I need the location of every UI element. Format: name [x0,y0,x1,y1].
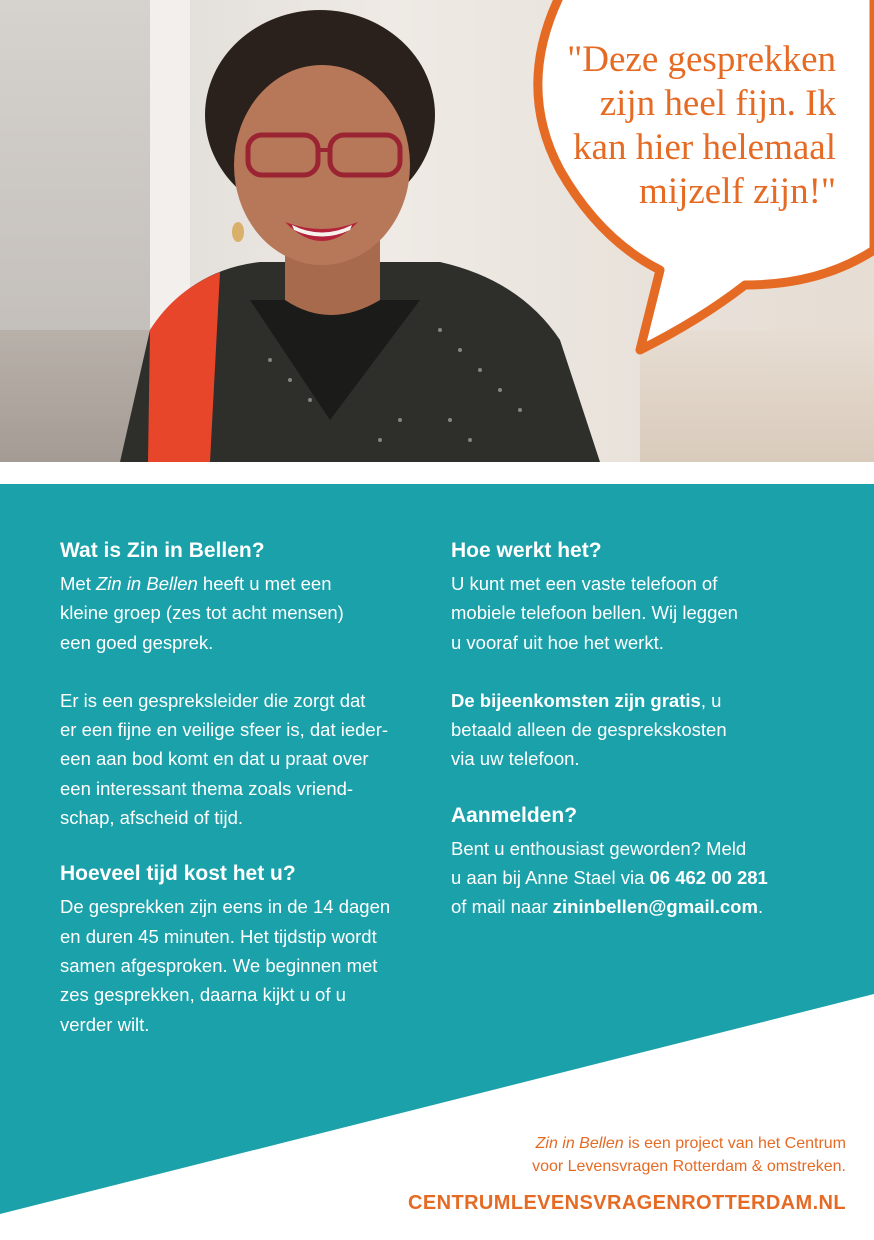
footer-project-line-2: voor Levensvragen Rotterdam & omstreken. [532,1158,846,1175]
leader-paragraph [60,686,432,832]
paragraph-line: via uw telefoon. [451,748,580,770]
paragraph-line: Bent u enthousiast geworden? Meld [451,837,747,859]
testimonial-quote [536,38,836,214]
paragraph-line: De gesprekken zijn eens in de 14 dagen [60,896,391,918]
heading-what-is: Wat is Zin in Bellen? [60,539,265,562]
paragraph-line: u vooraf uit hoe het werkt. [451,631,664,653]
intro-text: Met [60,573,96,594]
quote-line: mijzelf zijn!" [639,171,836,212]
paragraph-line: Er is een gespreksleider die zorgt dat [60,689,366,711]
paragraph-text: . [757,896,764,918]
email-link[interactable]: zininbellen@gmail.com [552,896,758,918]
footer-text: is een project van het Centrum [623,1135,846,1152]
free-paragraph [451,686,831,774]
intro-text: een goed gesprek. [60,631,214,653]
paragraph-text: of mail naar [451,896,553,918]
paragraph-line: mobiele telefoon bellen. Wij leggen [451,602,738,624]
footer-italic-name: Zin in Bellen [535,1135,624,1152]
intro-text: kleine groep (zes tot acht mensen) [60,602,344,624]
signup-paragraph [451,834,831,922]
paragraph-line: er een fijne en veilige sfeer is, dat ieder- [60,719,389,741]
free-highlight: De bijeenkomsten zijn gratis [451,689,701,711]
paragraph-line: en duren 45 minuten. Het tijdstip wordt [60,925,377,947]
quote-line: "Deze gesprekken [567,39,836,80]
paragraph-line: betaald alleen de gesprekskosten [451,719,727,741]
intro-italic-name: Zin in Bellen [95,573,198,594]
paragraph-text: , u [700,689,722,711]
quote-line: kan hier helemaal [573,127,836,168]
paragraph-line: U kunt met een vaste telefoon of [451,573,718,594]
hero-photo [0,0,874,462]
paragraph-line: een aan bod komt en dat u praat over [60,748,369,770]
paragraph-line: schap, afscheid of tijd. [60,807,244,829]
time-paragraph [60,892,432,1038]
paragraph-line: een interessant thema zoals vriend- [60,777,354,799]
heading-time-cost: Hoeveel tijd kost het u? [60,862,296,886]
footer [408,1132,846,1215]
intro-text: heeft u met een [197,573,332,594]
left-column [60,536,432,1039]
intro-paragraph [60,569,432,657]
footer-project-line [408,1132,846,1155]
website-link[interactable]: CENTRUMLEVENSVRAGENROTTERDAM.NL [408,1192,846,1214]
paragraph-line: zes gesprekken, daarna kijkt u of u [60,984,346,1006]
paragraph-line: verder wilt. [60,1013,150,1035]
how-paragraph [451,569,831,657]
paragraph-line: samen afgesproken. We beginnen met [60,954,378,976]
paragraph-text: u aan bij Anne Stael via [451,867,650,889]
right-column [451,536,831,922]
heading-sign-up: Aanmelden? [451,803,578,827]
phone-number[interactable]: 06 462 00 281 [649,867,768,889]
quote-line: zijn heel fijn. Ik [599,83,836,124]
heading-how-it-works: Hoe werkt het? [451,539,602,562]
